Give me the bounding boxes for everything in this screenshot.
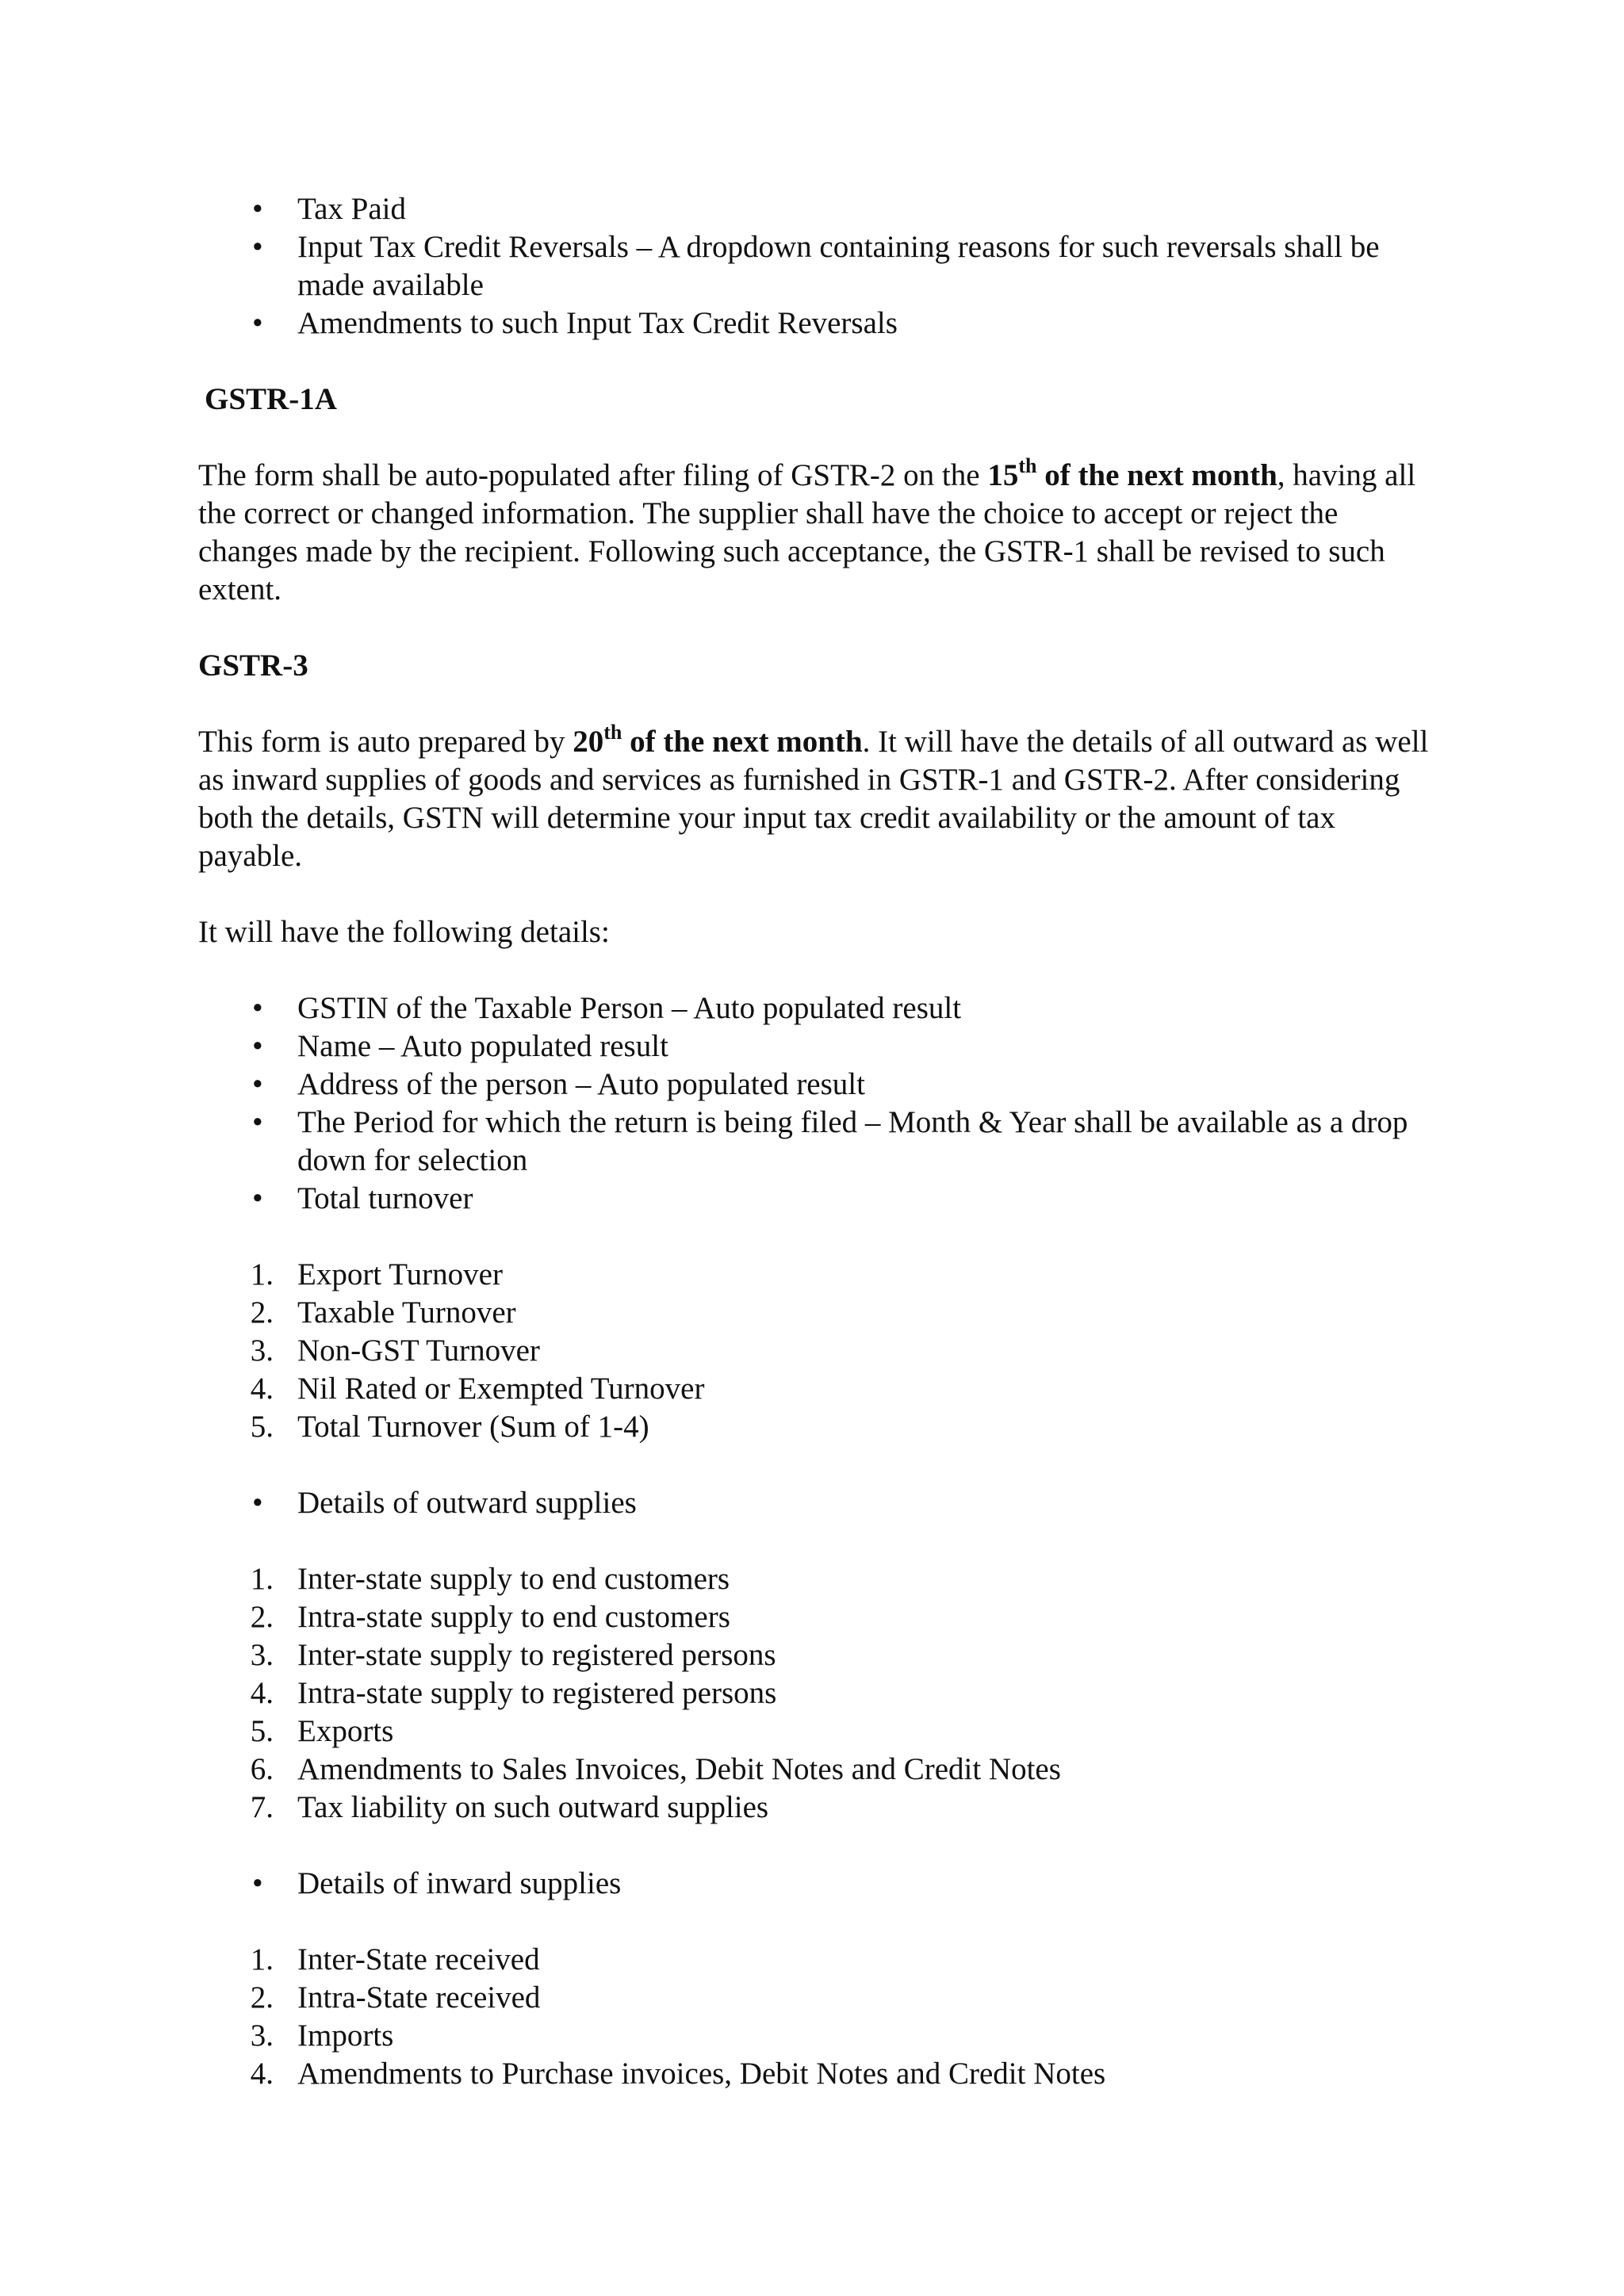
list-item <box>198 1484 1435 1522</box>
list-item <box>198 989 1435 1027</box>
date-number: 15 <box>987 458 1019 492</box>
list-item-text: GSTIN of the Taxable Person – Auto populated result <box>297 991 962 1025</box>
list-item-text: Inter-state supply to registered persons <box>297 1638 776 1672</box>
list-number: 4. <box>250 1372 274 1406</box>
bullet-icon: • <box>252 230 263 264</box>
list-item <box>198 1332 1435 1370</box>
list-item-text: Details of outward supplies <box>297 1486 637 1520</box>
top-bullet-list <box>198 190 1435 342</box>
list-number: 3. <box>250 1638 274 1672</box>
list-number: 3. <box>250 1334 274 1368</box>
bullet-icon: • <box>252 1181 263 1215</box>
list-item-text: Exports <box>297 1714 394 1748</box>
list-item-text: Nil Rated or Exempted Turnover <box>297 1372 705 1406</box>
list-item-text: Tax Paid <box>297 192 406 226</box>
list-number: 1. <box>250 1562 274 1596</box>
list-item <box>198 1712 1435 1751</box>
paragraph-text: , having all the correct or changed information. The supplier shall have the choice to accept or reject the changes made by the recipient. Following such acceptance, the GSTR-1 shall be revised to such extent. <box>198 458 1416 607</box>
list-item <box>198 1789 1435 1827</box>
list-item <box>198 1294 1435 1332</box>
list-item <box>198 1636 1435 1674</box>
list-item <box>198 1598 1435 1636</box>
list-item-text: Export Turnover <box>297 1257 503 1292</box>
inward-bullet-list <box>198 1865 1435 1903</box>
list-number: 6. <box>250 1752 274 1786</box>
list-item <box>198 1979 1435 2017</box>
outward-bullet-list <box>198 1484 1435 1522</box>
document-page <box>198 190 1435 2093</box>
list-item <box>198 2017 1435 2055</box>
gstr3-heading: GSTR-3 <box>198 649 308 683</box>
list-item-text: Name – Auto populated result <box>297 1029 668 1063</box>
bullet-icon: • <box>252 1866 263 1900</box>
turnover-numbered-list <box>198 1256 1435 1446</box>
list-item-text: Non-GST Turnover <box>297 1334 540 1368</box>
list-number: 2. <box>250 1600 274 1634</box>
list-item-text: Total turnover <box>297 1181 473 1215</box>
paragraph-text: . It will have the details of all outward as well as inward supplies of goods and services as furnished in GSTR-1 and GSTR-2. After considering both the details, GSTN will determine your input tax credit availability or the amount of tax payable. <box>198 725 1429 873</box>
date-text: of the next month <box>1036 458 1277 492</box>
list-item-text: Tax liability on such outward supplies <box>297 1790 769 1824</box>
date-number: 20 <box>573 725 604 759</box>
list-number: 1. <box>250 1257 274 1292</box>
list-item <box>198 1941 1435 1979</box>
list-item-text: Details of inward supplies <box>297 1866 622 1900</box>
bullet-icon: • <box>252 991 263 1025</box>
list-item <box>198 1370 1435 1408</box>
bullet-icon: • <box>252 1067 263 1101</box>
list-item <box>198 1865 1435 1903</box>
bullet-icon: • <box>252 1486 263 1520</box>
bullet-icon: • <box>252 1105 263 1139</box>
list-number: 1. <box>250 1942 274 1976</box>
list-number: 7. <box>250 1790 274 1824</box>
list-number: 4. <box>250 2057 274 2091</box>
list-item <box>198 1104 1435 1180</box>
list-item <box>198 1256 1435 1294</box>
list-item-text: Taxable Turnover <box>297 1295 516 1330</box>
list-item-text: Inter-state supply to end customers <box>297 1562 730 1596</box>
list-item <box>198 228 1435 304</box>
list-item-text: Total Turnover (Sum of 1-4) <box>297 1410 649 1444</box>
gstr3-paragraph <box>198 723 1435 875</box>
list-item-text: Intra-State received <box>297 1980 541 2015</box>
outward-numbered-list <box>198 1560 1435 1827</box>
list-item-text: Amendments to such Input Tax Credit Reversals <box>297 306 898 340</box>
list-item-text: Amendments to Purchase invoices, Debit Notes and Credit Notes <box>297 2057 1106 2091</box>
list-number: 2. <box>250 1295 274 1330</box>
gstr1a-paragraph <box>198 454 1435 609</box>
list-item-text: Input Tax Credit Reversals – A dropdown containing reasons for such reversals shall be made available <box>297 230 1380 302</box>
list-item <box>198 1674 1435 1712</box>
gstr3-intro: It will have the following details: <box>198 915 610 949</box>
list-number: 3. <box>250 2019 274 2053</box>
list-item-text: Amendments to Sales Invoices, Debit Notes and Credit Notes <box>297 1752 1061 1786</box>
paragraph-text: The form shall be auto-populated after filing of GSTR-2 on the <box>198 458 988 492</box>
detail-bullet-list <box>198 989 1435 1218</box>
paragraph-text: This form is auto prepared by <box>198 725 573 759</box>
list-item <box>198 1751 1435 1789</box>
date-suffix: th <box>1018 454 1037 477</box>
bullet-icon: • <box>252 1029 263 1063</box>
list-item <box>198 1180 1435 1218</box>
list-item <box>198 2055 1435 2093</box>
list-item-text: Intra-state supply to end customers <box>297 1600 730 1634</box>
list-item <box>198 1408 1435 1446</box>
list-item <box>198 1027 1435 1066</box>
date-suffix: th <box>603 721 622 744</box>
list-number: 5. <box>250 1714 274 1748</box>
inward-numbered-list <box>198 1941 1435 2093</box>
list-number: 5. <box>250 1410 274 1444</box>
list-item-text: Imports <box>297 2019 394 2053</box>
list-number: 4. <box>250 1676 274 1710</box>
gstr1a-heading: GSTR-1A <box>205 382 337 416</box>
list-item-text: Intra-state supply to registered persons <box>297 1676 777 1710</box>
list-item <box>198 190 1435 228</box>
list-item-text: Address of the person – Auto populated result <box>297 1067 865 1101</box>
bullet-icon: • <box>252 306 263 340</box>
list-item-text: The Period for which the return is being filed – Month & Year shall be available as a drop down for selection <box>297 1105 1408 1177</box>
bullet-icon: • <box>252 192 263 226</box>
date-text: of the next month <box>622 725 863 759</box>
list-item-text: Inter-State received <box>297 1942 540 1976</box>
list-number: 2. <box>250 1980 274 2015</box>
list-item <box>198 1560 1435 1598</box>
list-item <box>198 304 1435 342</box>
list-item <box>198 1066 1435 1104</box>
